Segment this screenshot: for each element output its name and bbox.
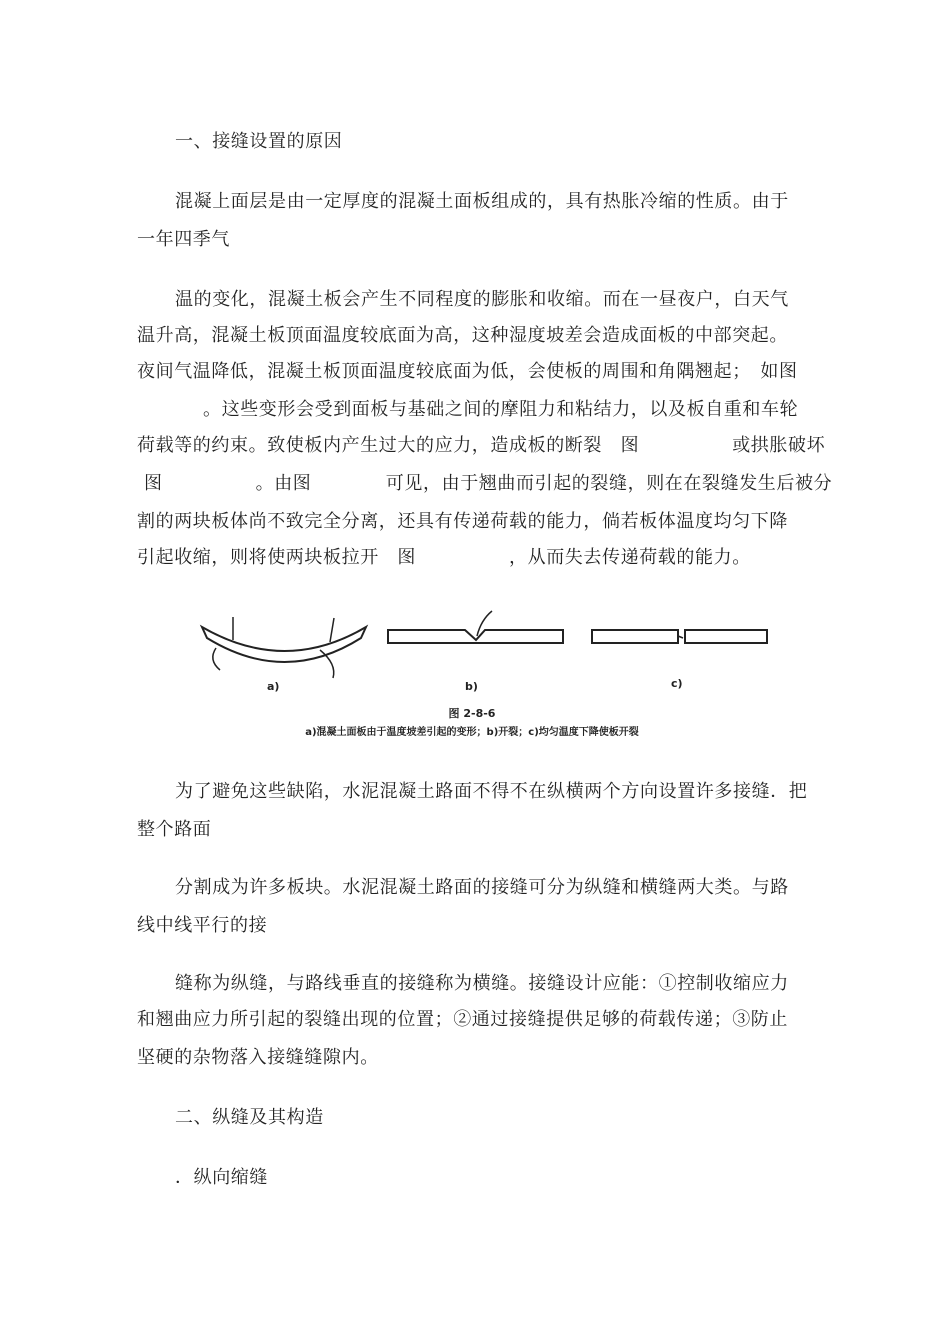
- paragraph-2-line-2: 温升高，混凝土板顶面温度较底面为高，这种湿度坡差会造成面板的中部突起。: [137, 325, 788, 346]
- warped-slab-drawing: [202, 627, 366, 662]
- figure-label-c: c): [671, 677, 683, 690]
- figure-label-a: a): [267, 680, 280, 693]
- separated-slab-left: [592, 630, 678, 643]
- paragraph-2-line-5: 荷载等的约束。致使板内产生过大的应力，造成板的断裂 图 或拱胀破坏: [137, 435, 826, 456]
- paragraph-4-line-2: 线中线平行的接: [137, 915, 268, 936]
- paragraph-2-line-6: 图 。由图 可见，由于翘曲而引起的裂缝，则在在裂缝发生后被分: [144, 473, 833, 494]
- figure-number: 图 2-8-6: [448, 707, 496, 720]
- paragraph-5-line-2: 和翘曲应力所引起的裂缝出现的位置；②通过接缝提供足够的荷载传递；③防止: [137, 1009, 788, 1030]
- crack-arrow-right: [330, 618, 334, 642]
- heading-longitudinal-joint: 二、纵缝及其构造: [175, 1107, 324, 1128]
- paragraph-2-line-1: 温的变化，混凝土板会产生不同程度的膨胀和收缩。而在一昼夜户，白天气: [175, 289, 789, 310]
- paragraph-1-line-2: 一年四季气: [137, 229, 230, 250]
- separated-slab-right: [685, 630, 767, 643]
- paragraph-2-line-3: 夜间气温降低，混凝土板顶面温度较底面为低，会使板的周围和角隅翘起； 如图: [137, 361, 798, 382]
- paragraph-2-line-4: 。这些变形会受到面板与基础之间的摩阻力和粘结力，以及板自重和车轮: [203, 399, 799, 420]
- subheading-longitudinal-shrinkage-joint: ．纵向缩缝: [175, 1167, 268, 1188]
- cracked-slab-drawing: [388, 630, 563, 643]
- heading-joint-reasons: 一、接缝设置的原因: [175, 131, 343, 152]
- figure-2-8-6: [175, 600, 785, 750]
- paragraph-5-line-1: 缝称为纵缝，与路线垂直的接缝称为横缝。接缝设计应能：①控制收缩应力: [175, 973, 789, 994]
- edge-curve-left: [213, 648, 220, 670]
- paragraph-5-line-3: 坚硬的杂物落入接缝缝隙内。: [137, 1047, 379, 1068]
- paragraph-1-line-1: 混凝上面层是由一定厚度的混凝土面板组成的，具有热胀冷缩的性质。由于: [175, 191, 789, 212]
- figure-label-b: b): [465, 680, 478, 693]
- paragraph-2-line-8: 引起收缩，则将使两块板拉开 图 ，从而失去传递荷载的能力。: [137, 547, 751, 568]
- paragraph-4-line-1: 分割成为许多板块。水泥混凝土路面的接缝可分为纵缝和横缝两大类。与路: [175, 877, 789, 898]
- paragraph-3-line-2: 整个路面: [137, 819, 212, 840]
- figure-caption: a)混凝土面板由于温度坡差引起的变形；b)开裂；c)均匀温度下降使板开裂: [305, 727, 639, 738]
- paragraph-2-line-7: 割的两块板体尚不致完全分离，还具有传递荷载的能力，倘若板体温度均匀下降: [137, 511, 788, 532]
- paragraph-3-line-1: 为了避免这些缺陷，水泥混凝土路面不得不在纵横两个方向设置许多接缝．把: [175, 781, 808, 802]
